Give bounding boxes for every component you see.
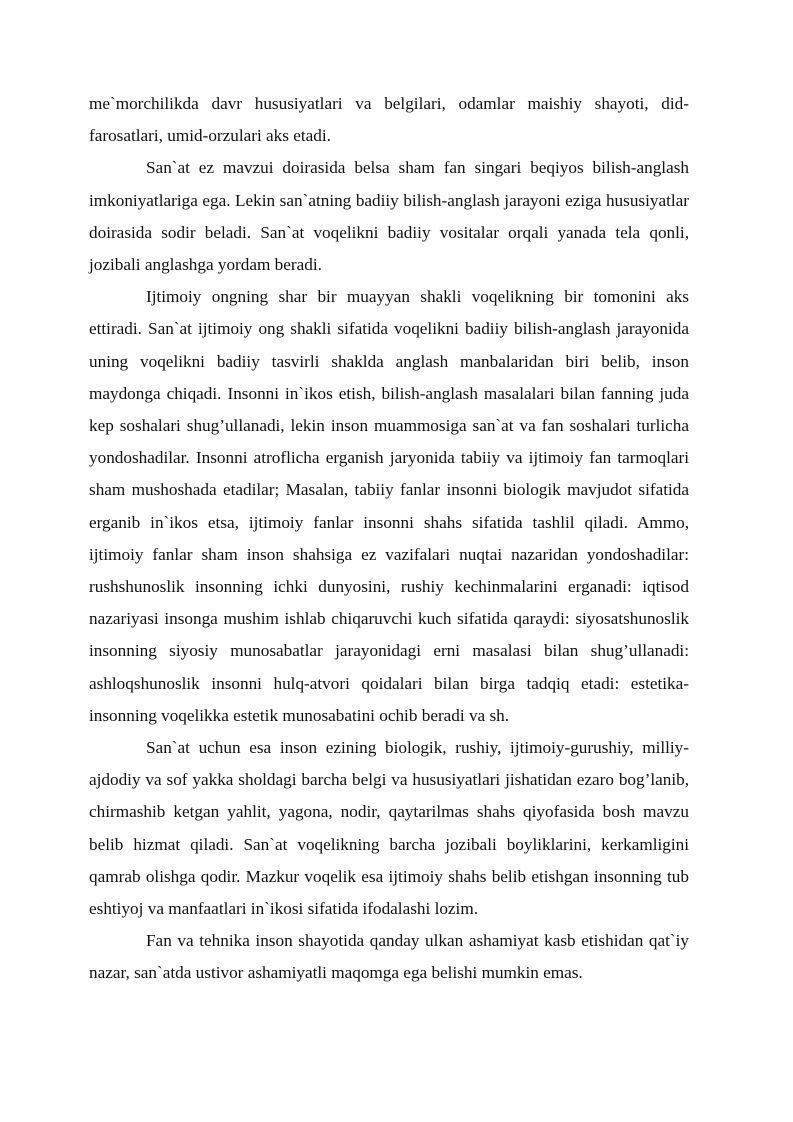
document-page (89, 88, 689, 990)
paragraph-2: San`at ez mavzui doirasida belsa sham fan singari beqiyos bilish-anglash imkoniyatlariga ega. Lekin san`atning badiiy bilish-anglash jarayoni eziga hususiyatlar doirasida sodir beladi. San`at voqelikni badiiy vositalar orqali yanada tela qonli, jozibali anglashga yordam beradi. (89, 158, 689, 275)
paragraph-1: me`morchilikda davr hususiyatlari va belgilari, odamlar maishiy shayoti, did-farosatlari, umid-orzulari aks etadi. (89, 94, 689, 146)
paragraph-4: San`at uchun esa inson ezining biologik, rushiy, ijtimoiy-gurushiy, milliy-ajdodiy va sof yakka sholdagi barcha belgi va hususiyatlari jishatidan ezaro bog’lanib, chirmashib ketgan yahlit, yagona, nodir, qaytarilmas shahs qiyofasida bosh mavzu belib hizmat qiladi. San`at voqelikning barcha jozibali boyliklarini, kerkamligini qamrab olishga qodir. Mazkur voqelik esa ijtimoiy shahs belib etishgan insonning tub eshtiyoj va manfaatlari in`ikosi sifatida ifodalashi lozim. (89, 738, 689, 919)
paragraph-5: Fan va tehnika inson shayotida qanday ulkan ashamiyat kasb etishidan qat`iy nazar, san`atda ustivor ashamiyatli maqomga ega belishi mumkin emas. (89, 931, 689, 983)
paragraph-3: Ijtimoiy ongning shar bir muayyan shakli voqelikning bir tomonini aks ettiradi. San`at ijtimoiy ong shakli sifatida voqelikni badiiy bilish-anglash jarayonida uning voqelikni badiiy tasvirli shaklda anglash manbalaridan biri belib, inson maydonga chiqadi. Insonni in`ikos etish, bilish-anglash masalalari bilan fanning juda kep soshalari shug’ullanadi, lekin inson muammosiga san`at va fan soshalari turlicha yondoshadilar. Insonni atroflicha erganish jaryonida tabiiy va ijtimoiy fan tarmoqlari sham mushoshada etadilar; Masalan, tabiiy fanlar insonni biologik mavjudot sifatida erganib in`ikos etsa, ijtimoiy fanlar insonni shahs sifatida tashlil qiladi. Ammo, ijtimoiy fanlar sham inson shahsiga ez vazifalari nuqtai nazaridan yondoshadilar: rushshunoslik insonning ichki dunyosini, rushiy kechinmalarini erganadi: iqtisod nazariyasi insonga mushim ishlab chiqaruvchi kuch sifatida qaraydi: siyosatshunoslik insonning siyosiy munosabatlar jarayonidagi erni masalasi bilan shug’ullanadi: ashloqshunoslik insonni hulq-atvori qoidalari bilan birga tadqiq etadi: estetika-insonning voqelikka estetik munosabatini ochib beradi va sh. (89, 287, 689, 725)
